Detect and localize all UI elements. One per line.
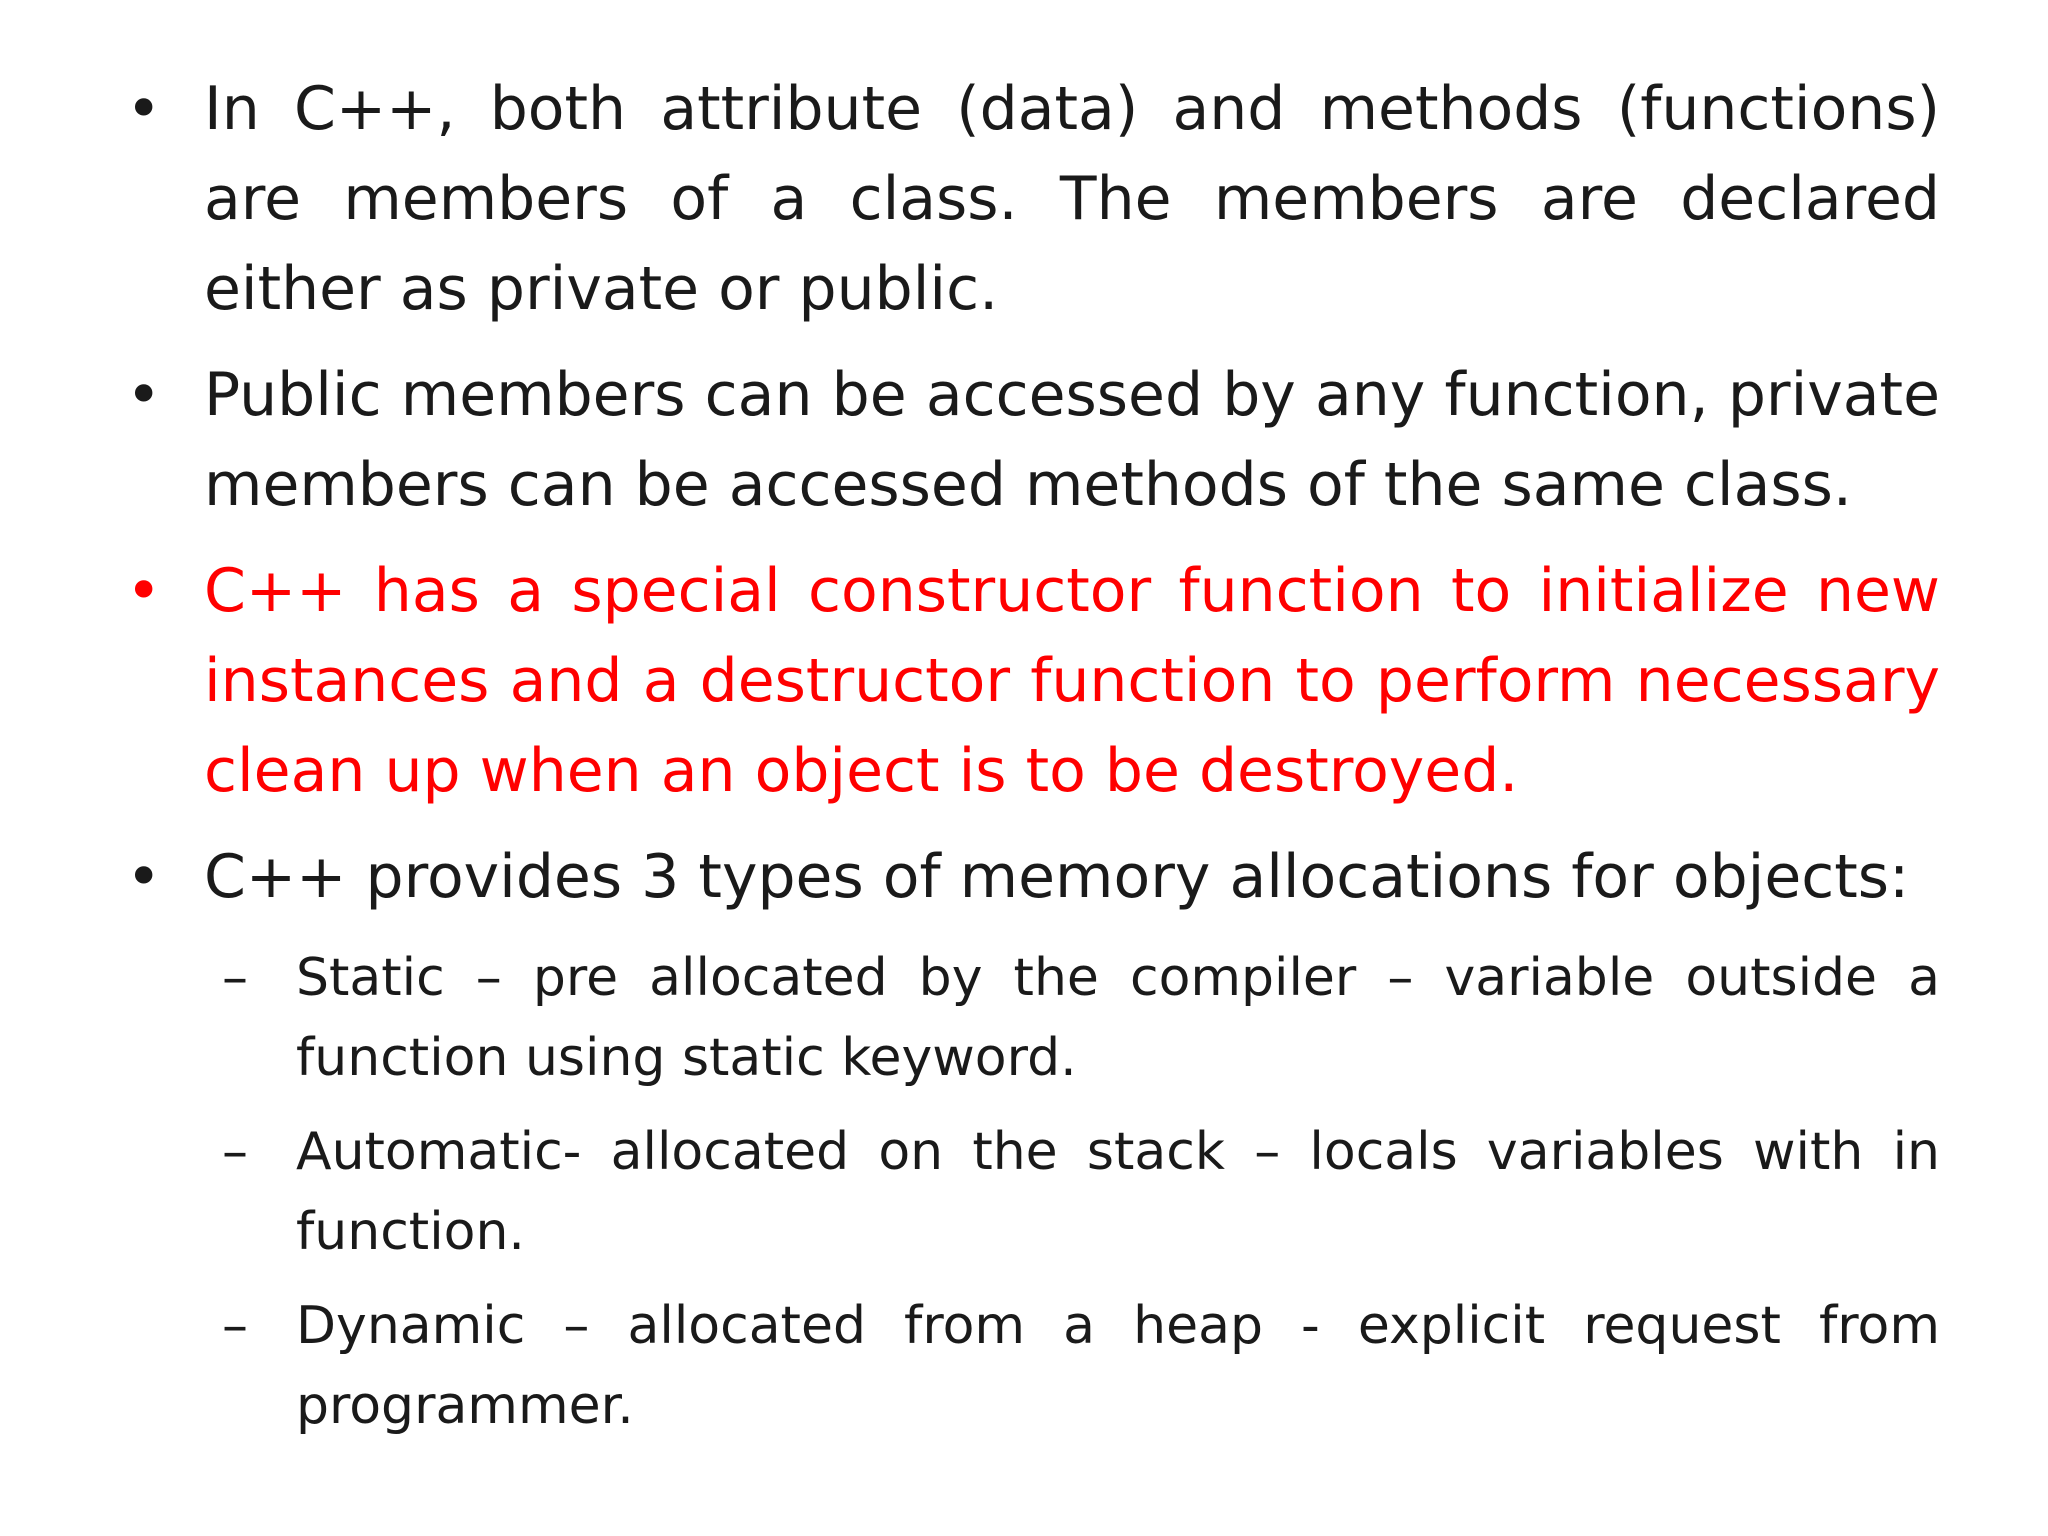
- sub-list-container: [120, 938, 1940, 1446]
- bullet-item-class-members: [120, 64, 1940, 334]
- bullet-marker: •: [126, 74, 162, 144]
- bullet-item-constructor-destructor: [120, 546, 1940, 816]
- bullet-list: [120, 64, 1940, 1460]
- bullet-marker: •: [126, 842, 162, 912]
- bullet-item-access: [120, 350, 1940, 530]
- bullet-text: C++ has a special constructor function to initialize new instances and a destructor function to perform necessary clean up when an object is to be destroyed.: [204, 556, 1940, 806]
- bullet-item-memory-allocations: [120, 832, 1940, 922]
- dash-marker: –: [222, 1296, 248, 1356]
- bullet-text: C++ provides 3 types of memory allocations for objects:: [204, 842, 1910, 912]
- sub-item-static: [120, 938, 1940, 1098]
- sub-item-text: Static – pre allocated by the compiler – variable outside a function using static keyword.: [296, 948, 1940, 1088]
- sub-item-text: Automatic- allocated on the stack – locals variables with in function.: [296, 1122, 1940, 1262]
- bullet-text: In C++, both attribute (data) and methods (functions) are members of a class. The members are declared either as private or public.: [204, 74, 1940, 324]
- dash-marker: –: [222, 948, 248, 1008]
- bullet-marker: •: [126, 556, 162, 626]
- bullet-text: Public members can be accessed by any function, private members can be accessed methods of the same class.: [204, 360, 1940, 520]
- sub-list: [120, 938, 1940, 1446]
- sub-item-text: Dynamic – allocated from a heap - explicit request from programmer.: [296, 1296, 1940, 1436]
- dash-marker: –: [222, 1122, 248, 1182]
- sub-item-dynamic: [120, 1286, 1940, 1446]
- sub-item-automatic: [120, 1112, 1940, 1272]
- bullet-marker: •: [126, 360, 162, 430]
